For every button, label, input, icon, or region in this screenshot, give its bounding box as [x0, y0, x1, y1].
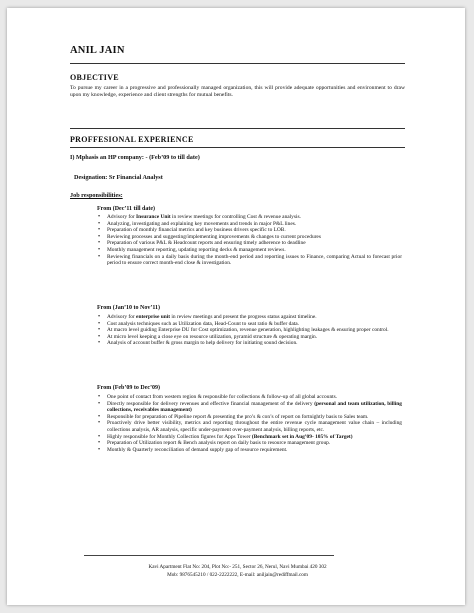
candidate-name: ANIL JAIN	[70, 45, 125, 56]
experience-divider	[70, 147, 405, 148]
footer-divider	[84, 555, 334, 556]
list-item: • Preparation of Utilization report & Bench analysis report on daily basis to resource management group.	[97, 440, 402, 447]
experience-heading: PROFFESIONAL EXPERIENCE	[70, 135, 194, 144]
list-item: • At micro level keeping a close eye on resource utilization, pyramid structure & operating margin.	[97, 334, 402, 341]
resume-page	[7, 8, 465, 605]
list-item: • Analysis of account buffer & gross margin to help delivery for initiating sound decision.	[97, 340, 402, 347]
list-item: • Directly responsible for delivery revenues and effective financial management of the delivery (personal and team utilization, billing collections, receivables management)	[97, 401, 402, 414]
footer-contact: Mob: 9876545210 / 022-2222222, E-mail: aniljain@rediffmail.com	[167, 572, 308, 578]
list-item: • Proactively drive better visibility, metrics and reporting throughout the entire revenue cycle management value chain – including collections analysis, AR analysis, specific under-payment over-payment analysis, billing reports, etc.	[97, 420, 402, 433]
objective-heading: OBJECTIVE	[70, 73, 119, 82]
designation-line: Designation: Sr Financial Analyst	[74, 174, 163, 181]
list-item: • Cost analysis techniques such as Utilization data, Head-Count to seat ratio & buffer data.	[97, 321, 402, 328]
list-item: • Reviewing processes and suggesting/implementing improvements & changes to current procedures	[97, 234, 402, 241]
list-item: • Advisory for Insurance Unit in review meetings for controlling Cost & revenue analysis.	[97, 214, 402, 221]
list-item: • Highly responsible for Monthly Collection figures for Apps Tower (Benchmark set in Aug’09- 105% of Target)	[97, 434, 402, 441]
job-responsibilities-heading: Job responsibilities:	[70, 192, 123, 199]
responsibility-list	[97, 394, 402, 453]
objective-text: To pursue my career in a progressive and professionally managed organization, this will provide adequate opportunities and environment to draw upon my knowledge, experience and client strengths for mutual benefits.	[70, 85, 405, 99]
list-item: • One point of contact from western region & responsible for collections & follow-up of all global accounts.	[97, 394, 402, 401]
list-item: • Analyzing, investigating and explaining key movements and trends in major P&L lines.	[97, 221, 402, 228]
list-item: • Responsible for preparation of Pipeline report & presenting the pro’s & con’s of report on fortnightly basis to Sales team.	[97, 414, 402, 421]
list-item: • Monthly & Quarterly reconciliation of demand supply gap of resource requirement.	[97, 447, 402, 454]
footer-address: Kavi Apartment Flat No: 204, Plot No:- 251, Sector 26, Nerul, Navi Mumbai 420 302	[148, 564, 327, 570]
list-item: • Reviewing financials on a daily basis during the month-end period and reporting issues to Finance, comparing Actual to forecast prior period to ensure correct month-end close & investigation.	[97, 254, 402, 267]
responsibility-list	[97, 314, 402, 347]
header-divider	[70, 63, 405, 64]
list-item: • Advisory for enterprise unit in review meetings and present the progress status against timeline.	[97, 314, 402, 321]
company-line: I) Mphasis an HP company: - (Feb’09 to till date)	[70, 154, 200, 161]
period-label: From (Jan’10 to Nov’11)	[97, 305, 161, 311]
responsibility-list	[97, 214, 402, 267]
list-item: • Preparation of monthly financial metrics and key business drivers specific to LOB.	[97, 227, 402, 234]
objective-divider	[70, 128, 405, 129]
period-label: From (Dec’11 till date)	[97, 206, 156, 212]
period-label: From (Feb’09 to Dec’09)	[97, 385, 161, 391]
list-item: • Monthly management reporting, updating reporting decks & management reviews.	[97, 247, 402, 254]
list-item: • Preparation of various P&L & Headcount reports and ensuring timely adherence to deadline	[97, 240, 402, 247]
list-item: • At macro level guiding Enterprise DU for Cost optimization, revenue generation, highlighting leakages & ensuring proper control.	[97, 327, 402, 334]
